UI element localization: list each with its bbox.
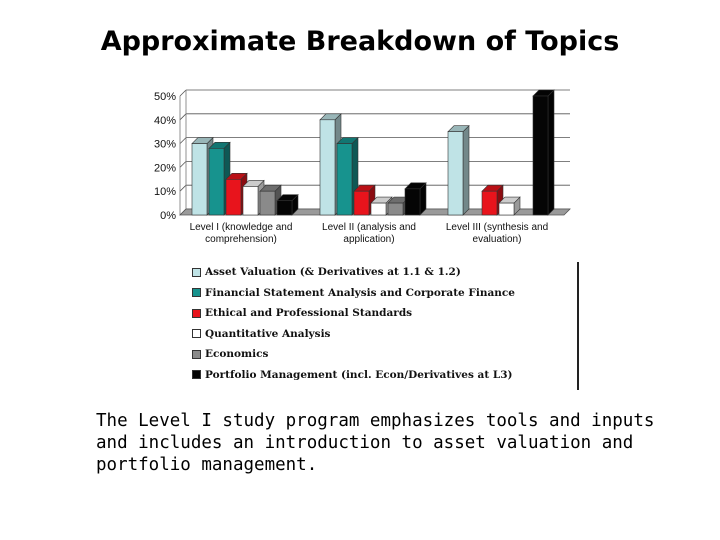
- bar: [499, 203, 514, 215]
- bar: [260, 191, 275, 215]
- legend-item: [190, 283, 577, 304]
- x-tick-label: comprehension): [205, 234, 277, 245]
- gridline-depth: [180, 185, 186, 191]
- y-tick-label: 20%: [153, 162, 176, 175]
- bar: [448, 132, 463, 215]
- bar: [277, 201, 292, 215]
- page-title: Approximate Breakdown of Topics: [100, 26, 620, 57]
- legend-label: Quantitative Analysis: [205, 327, 331, 340]
- bar-chart: [130, 82, 575, 257]
- legend-swatch: [192, 350, 201, 359]
- y-tick-label: 10%: [153, 186, 176, 199]
- gridline-depth: [180, 114, 186, 120]
- x-tick-label: Level III (synthesis and: [445, 222, 549, 233]
- bar: [192, 144, 207, 215]
- legend-label: Asset Valuation (& Derivatives at 1.1 & 1.2): [205, 266, 461, 279]
- legend-item: [190, 324, 577, 345]
- legend-item: [190, 303, 577, 324]
- legend-item: [190, 365, 577, 386]
- legend-swatch: [192, 309, 201, 318]
- bar: [405, 189, 420, 215]
- bar-side: [463, 126, 469, 215]
- x-tick-label: evaluation): [472, 234, 522, 245]
- gridline-depth: [180, 138, 186, 144]
- gridline-depth: [180, 90, 186, 96]
- y-tick-label: 50%: [153, 91, 176, 103]
- bar: [388, 203, 403, 215]
- bar: [482, 191, 497, 215]
- bar: [371, 203, 386, 215]
- legend-label: Portfolio Management (incl. Econ/Derivatives at L3): [205, 368, 513, 381]
- bar: [243, 186, 258, 215]
- x-tick-label: Level II (analysis and: [322, 222, 416, 233]
- x-tick-label: application): [343, 234, 395, 245]
- bar: [533, 96, 548, 215]
- y-tick-label: 0%: [160, 210, 176, 222]
- legend-swatch: [192, 329, 201, 338]
- bar: [226, 179, 241, 215]
- x-tick-label: Level I (knowledge and: [189, 222, 293, 233]
- legend-item: [190, 344, 577, 365]
- bar: [209, 148, 224, 215]
- y-tick-label: 30%: [153, 138, 176, 151]
- bar: [320, 120, 335, 215]
- bar-side: [548, 90, 554, 215]
- legend-swatch: [192, 370, 201, 379]
- legend-item: [190, 262, 577, 283]
- legend-label: Economics: [205, 348, 269, 361]
- legend-label: Financial Statement Analysis and Corporate Finance: [205, 286, 515, 299]
- chart-legend: [190, 262, 579, 390]
- legend-label: Ethical and Professional Standards: [205, 307, 413, 320]
- legend-swatch: [192, 268, 201, 277]
- y-tick-label: 40%: [153, 114, 176, 127]
- gridline-depth: [180, 161, 186, 167]
- bar: [337, 144, 352, 215]
- legend-swatch: [192, 288, 201, 297]
- caption-text: The Level I study program emphasizes tools and inputs and includes an introduction to asset valuation and portfolio management.: [96, 411, 655, 475]
- bar: [354, 191, 369, 215]
